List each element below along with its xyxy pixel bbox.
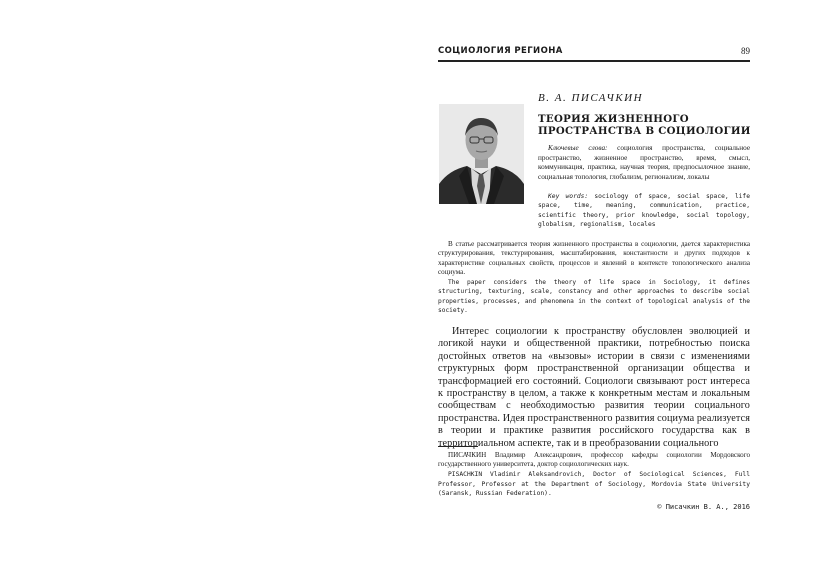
footnote-en	[438, 470, 750, 499]
keywords-ru-text: социология пространства, социальное пространство, жизненное пространство, время, смысл, коммуникация, практика, научная теория, предпосылочное знание, социальная топология, глобализм, регионализм, локалы	[538, 144, 751, 181]
running-title: СОЦИОЛОГИЯ РЕГИОНА	[438, 46, 563, 56]
keywords-en	[538, 192, 750, 230]
footnote-en-text: PISACHKIN Vladimir Aleksandrovich, Doctor of Sociological Sciences, Full Professor, Professor at the Department of Sociology, Mordovia State University (Saransk, Russian Federation).	[438, 471, 750, 498]
keywords-en-label: Key words:	[548, 193, 589, 200]
abstract-en-text: The paper considers the theory of life space in Sociology, it defines structuring, texturing, scale, constancy and other approaches to describe social properties, processes, and phenomena in the context of topological analysis of the society.	[438, 279, 750, 315]
author-portrait-icon	[439, 104, 524, 204]
footnote-ru-text: ПИСАЧКИН Владимир Александрович, профессор кафедры социологии Мордовского государственного университета, доктор социологических наук.	[438, 451, 750, 469]
portrait-drawing	[439, 104, 524, 204]
article-author: В. А. ПИСАЧКИН	[538, 92, 644, 104]
keywords-ru-label: Ключевые слова:	[548, 144, 608, 152]
footnote-divider	[438, 446, 478, 447]
keywords-ru	[538, 144, 750, 182]
running-header	[438, 46, 750, 62]
article-title: ТЕОРИЯ ЖИЗНЕННОГО ПРОСТРАНСТВА В СОЦИОЛОГИИ	[538, 113, 751, 137]
article-body	[438, 326, 750, 450]
abstract-en	[438, 278, 750, 316]
article-body-text: Интерес социологии к пространству обусловлен эволюцией и логикой науки и общественной практики, потребностью поиска достойных ответов на «вызовы» истории в связи с изменениями структурных форм пространственной организации общества и трансформацией его состояний. Социологи связывают рост интереса к пространству в целом, а также к конкретным местам и локальным сообществам с необходимостью развития теории социального пространства. Идея пространственного развития социума реализуется в теории и практике развития российского государства как в территориальном аспекте, так и в преобразовании социального	[438, 326, 750, 449]
abstract-ru-text: В статье рассматривается теория жизненного пространства в социологии, дается характеристика структурирования, текстурирования, масштабирования, константности и других подходов к характеристике социальных свойств, процессов и явлений в контексте топологического анализа социума.	[438, 240, 750, 276]
abstract-ru	[438, 240, 750, 277]
page-number: 89	[741, 46, 750, 56]
copyright: © Писачкин В. А., 2016	[657, 503, 750, 511]
footnote-ru	[438, 451, 750, 470]
keywords-en-text: sociology of space, social space, life space, time, meaning, communication, practice, scientific theory, prior knowledge, social topology, globalism, regionalism, locales	[538, 193, 750, 229]
